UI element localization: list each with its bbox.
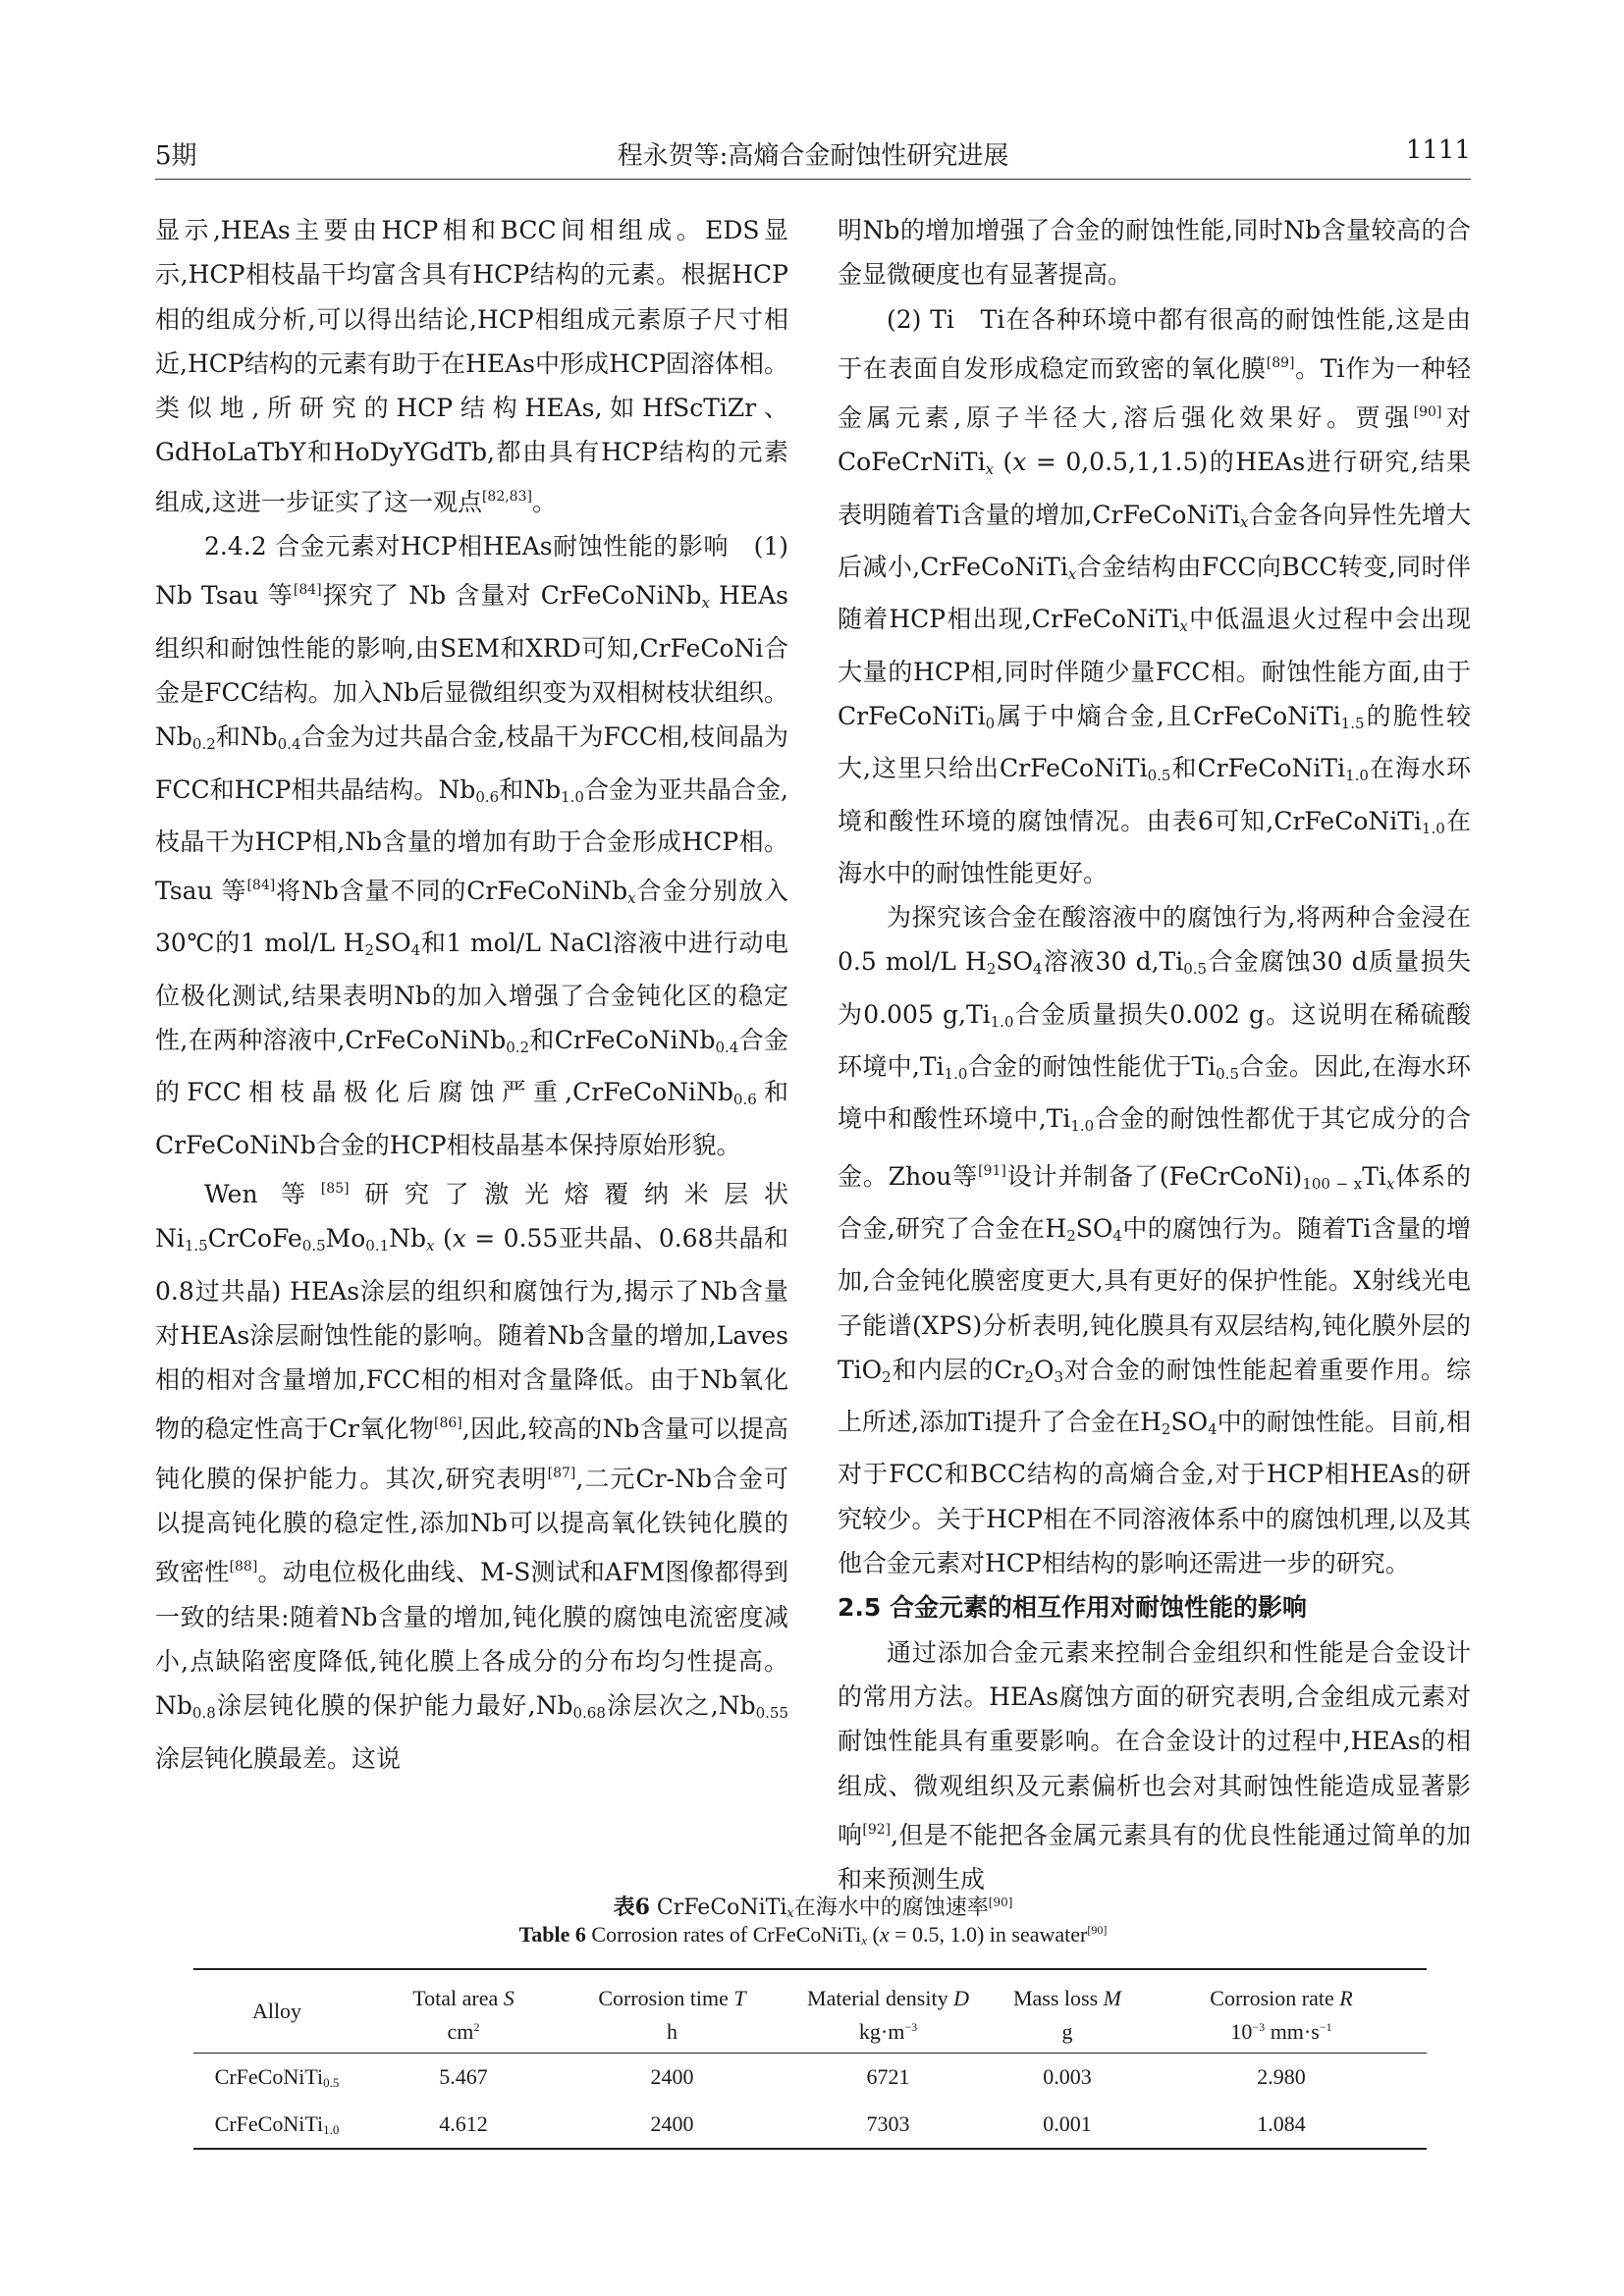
citation: [90]: [988, 1896, 1013, 1909]
table-cell: 5.467: [439, 2064, 488, 2089]
table-unit-cell: g: [999, 2011, 1136, 2054]
header-rule: [155, 179, 1471, 180]
running-title: 程永贺等:高熵合金耐蚀性研究进展: [617, 141, 1009, 171]
page-number: 1111: [1405, 135, 1471, 165]
table-cell: 7303: [778, 2101, 999, 2149]
citation: [90]: [1087, 1923, 1108, 1937]
paragraph: (2) Ti Ti在各种环境中都有很高的耐蚀性能,这是由于在表面自发形成稳定而致密的氧化膜[89]。Ti作为一种轻金属元素,原子半径大,溶后强化效果好。贾强[90]对CoFeCrNiTi$_x$ (x = 0,0.5,1,1.5)的HEAs进行研究,结果表明随着Ti含量的增加,CrFeCoNiTi$_x$合金各向异性先增大后减小,CrFeCoNiTi$_x$合金结构由FCC向BCC转变,同时伴随着HCP相出现,CrFeCoNiTi$_x$中低温退火过程中会出现大量的HCP相,同时伴随少量FCC相。耐蚀性能方面,由于CrFeCoNiTi$_0$属于中熵合金,且CrFeCoNiTi$_{1.5}$的脆性较大,这里只给出CrFeCoNiTi$_{0.5}$和CrFeCoNiTi$_{1.0}$在海水环境和酸性环境的腐蚀情况。由表6可知,CrFeCoNiTi$_{1.0}$在海水中的耐蚀性能更好。: [838, 304, 1471, 887]
table-cell: CrFeCoNiTi$_{0.5}$: [214, 2063, 340, 2090]
citation: [86]: [434, 1415, 462, 1432]
right-column: [838, 208, 1471, 1901]
table-header-cell: Total area S: [360, 1969, 567, 2011]
table-header-cell: Mass loss M: [999, 1969, 1136, 2011]
table-caption-en: Table 6 Corrosion rates of CrFeCoNiTi$_x$ (x = 0.5, 1.0) in seawater[90]: [518, 1922, 1108, 1948]
citation: [85]: [320, 1180, 350, 1197]
table-cell: 2400: [650, 2064, 694, 2089]
table-header-cell: Material density D: [778, 1969, 999, 2011]
table-cell: 4.612: [360, 2101, 567, 2149]
table-header-cell: Corrosion rate R: [1136, 1969, 1427, 2011]
table-cell: 2.980: [1257, 2064, 1306, 2089]
paragraph: 明Nb的增加增强了合金的耐蚀性能,同时Nb含量较高的合金显微硬度也有显著提高。: [838, 216, 1471, 290]
table-header-cell: Alloy: [193, 1969, 360, 2054]
table-unit-cell: $cm^2$: [360, 2011, 567, 2054]
table-header-row: [193, 1969, 1427, 2011]
table-unit-cell: $kg\cdot m^{-3}$: [778, 2011, 999, 2054]
paragraph: Wen 等[85]研究了激光熔覆纳米层状$Ni_{1.5}CrCoFe_{0.5}Mo_{0.1}Nb_x$ (x = 0.55亚共晶、0.68共晶和0.8过共晶) HEAs涂层的组织和腐蚀行为,揭示了Nb含量对HEAs涂层耐蚀性能的影响。随着Nb含量的增加,Laves相的相对含量增加,FCC相的相对含量降低。由于Nb氧化物的稳定性高于Cr氧化物[86],因此,较高的Nb含量可以提高钝化膜的保护能力。其次,研究表明[87],二元Cr-Nb合金可以提高钝化膜的稳定性,添加Nb可以提高氧化铁钝化膜的致密性[88]。动电位极化曲线、M-S测试和AFM图像都得到一致的结果:随着Nb含量的增加,钝化膜的腐蚀电流密度减小,点缺陷密度降低,钝化膜上各成分的分布均匀性提高。$Nb_{0.8}$涂层钝化膜的保护能力最好$,Nb_{0.68}$涂层次之$,Nb_{0.55}$涂层钝化膜最差。这说: [155, 1179, 789, 1773]
subsection-heading: 2.4.2 合金元素对HCP相HEAs耐蚀性能的影响: [204, 532, 730, 561]
table-unit-cell: h: [567, 2011, 778, 2054]
citation: [90]: [1413, 404, 1442, 421]
table-row: [193, 2101, 1427, 2149]
citation: [84]: [293, 582, 322, 599]
running-header: [155, 135, 1471, 175]
paragraph: 2.4.2 合金元素对HCP相HEAs耐蚀性能的影响 (1) Nb Tsau 等[84]探究了 Nb 含量对 CrFeCoNiNb$_x$ HEAs组织和耐蚀性能的影响,由SEM和XRD可知,CrFeCoNi合金是FCC结构。加入Nb后显微组织变为双相树枝状组织。$Nb_{0.2}$和$Nb_{0.4}$合金为过共晶合金,枝晶干为FCC相,枝间晶为FCC和HCP相共晶结构。$Nb_{0.6}$和$Nb_{1.0}$合金为亚共晶合金,枝晶干为HCP相,Nb含量的增加有助于合金形成HCP相。Tsau 等[84]将Nb含量不同的CrFeCoNiNb$_x$合金分别放入30℃的1 mol/L $H_2SO_4$和1 mol/L NaCl溶液中进行动电位极化测试,结果表明Nb的加入增强了合金钝化区的稳定性,在两种溶液中,CrFeCoNiNb$_{0.2}$和CrFeCoNiNb$_{0.4}$合金的FCC相枝晶极化后腐蚀严重,CrFeCoNiNb$_{0.6}$和CrFeCoNiNb合金的HCP相枝晶基本保持原始形貌。: [155, 532, 788, 1159]
paragraph: 通过添加合金元素来控制合金组织和性能是合金设计的常用方法。HEAs腐蚀方面的研究表明,合金组成元素对耐蚀性能具有重要影响。在合金设计的过程中,HEAs的相组成、微观组织及元素偏析也会对其耐蚀性能造成显著影响[92],但是不能把各金属元素具有的优良性能通过简单的加和来预测生成: [838, 1637, 1471, 1895]
table-cell: 0.003: [1043, 2064, 1092, 2089]
citation: [88]: [229, 1559, 258, 1575]
table-row: [193, 2054, 1427, 2102]
table-unit-cell: $10^{-3}$ $mm\cdot s^{-1}$: [1136, 2011, 1427, 2054]
paragraph: 显示,HEAs主要由HCP相和BCC间相组成。EDS显示,HCP相枝晶干均富含具有HCP结构的元素。根据HCP相的组成分析,可以得出结论,HCP相组成元素原子尺寸相近,HCP结构的元素有助于在HEAs中形成HCP固溶体相。类似地,所研究的HCP结构HEAs,如HfScTiZr、GdHoLaTbY和HoDyYGdTb,都由具有HCP结构的元素组成,这进一步证实了这一观点[82,83]。: [155, 216, 788, 516]
table-cell: 0.001: [999, 2101, 1136, 2149]
paragraph: 为探究该合金在酸溶液中的腐蚀行为,将两种合金浸在0.5 mol/L $H_2SO_4$溶液30 $d,Ti_{0.5}$合金腐蚀30 d质量损失为0.005 $g,Ti_{1.0}$合金质量损失0.002 g。这说明在稀硫酸环境中$,Ti_{1.0}$合金的耐蚀性能优于$Ti_{0.5}$合金。因此,在海水环境中和酸性环境中$,Ti_{1.0}$合金的耐蚀性都优于其它成分的合金。Zhou等[91]设计并制备了$(FeCrCoNi)_{100 - x}Ti_x$体系的合金,研究了合金在$H_2SO_4$中的腐蚀行为。随着Ti含量的增加,合金钝化膜密度更大,具有更好的保护性能。X射线光电子能谱(XPS)分析表明,钝化膜具有双层结构,钝化膜外层的TiO$_2$和内层的$Cr_2O_3$对合金的耐蚀性能起着重要作用。综上所述,添加Ti提升了合金在$H_2SO_4$中的耐蚀性能。目前,相对于FCC和BCC结构的高熵合金,对于HCP相HEAs的研究较少。关于HCP相在不同溶液体系中的腐蚀机理,以及其他合金元素对HCP相结构的影响还需进一步的研究。: [838, 903, 1472, 1578]
citation: [89]: [1266, 354, 1295, 371]
citation: [92]: [862, 1821, 892, 1838]
table-cell: 1.084: [1136, 2101, 1427, 2149]
citation: [84]: [246, 878, 276, 894]
table-caption-cn: 表6 CrFeCoNiTi$_x$在海水中的腐蚀速率[90]: [613, 1895, 1013, 1921]
table-cell: CrFeCoNiTi$_{1.0}$: [193, 2101, 360, 2149]
table-cell: 2400: [567, 2101, 778, 2149]
citation: [82,83]: [481, 488, 532, 505]
citation: [91]: [978, 1162, 1006, 1179]
left-column: [155, 208, 788, 1781]
issue-number: 5期: [155, 141, 197, 171]
table-unit-row: [193, 2011, 1427, 2054]
citation: [87]: [547, 1465, 576, 1481]
corrosion-rate-table: [193, 1968, 1427, 2150]
table-header-cell: Corrosion time T: [567, 1969, 778, 2011]
table-cell: 6721: [866, 2064, 910, 2089]
section-heading: 2.5 合金元素的相互作用对耐蚀性能的影响: [838, 1593, 1307, 1623]
